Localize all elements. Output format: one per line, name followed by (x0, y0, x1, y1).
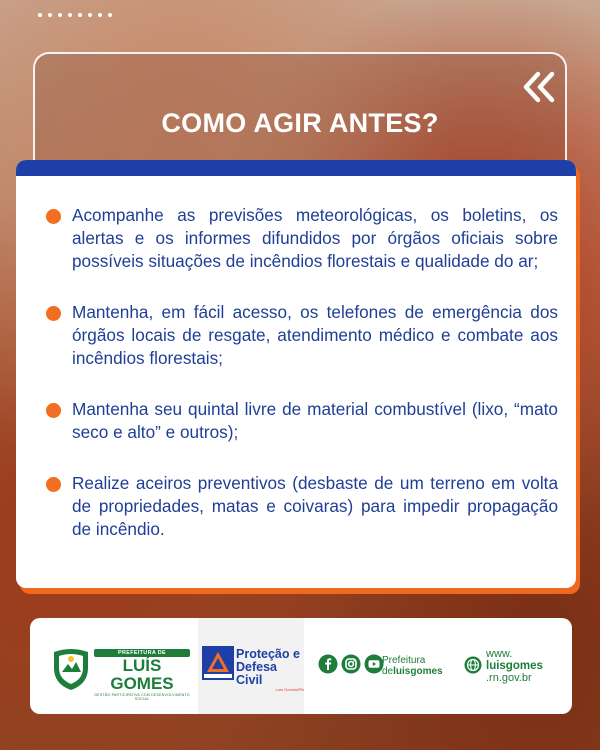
facebook-icon[interactable] (318, 654, 338, 674)
list-item (46, 472, 558, 541)
bullet-dot-icon (46, 477, 61, 492)
decorative-dots (38, 13, 112, 17)
list-item-text: Mantenha, em fácil acesso, os telefones de emergência dos órgãos locais de resgate, atendimento médico e combate aos incêndios florestais; (72, 302, 558, 368)
defesa-civil-text: Proteção e Defesa Civil Luís Gomes/RN (236, 647, 304, 692)
double-chevron-left-icon (520, 70, 560, 104)
website-link[interactable]: www. luisgomes .rn.gov.br (486, 648, 543, 684)
prefeitura-name: LUÍS GOMES (110, 656, 174, 693)
social-icons (318, 654, 384, 674)
prefeitura-badge: PREFEITURA DE (94, 649, 190, 657)
bullet-dot-icon (46, 306, 61, 321)
defesa-civil-block (198, 618, 304, 714)
content-card (16, 160, 576, 588)
social-handle[interactable]: Prefeitura deluisgomes (382, 655, 443, 677)
youtube-icon[interactable] (364, 654, 384, 674)
list-item (46, 301, 558, 370)
footer-banner (30, 618, 572, 714)
list-item (46, 398, 558, 444)
page-title: COMO AGIR ANTES? (161, 108, 439, 138)
instagram-icon[interactable] (341, 654, 361, 674)
card-top-bar (16, 160, 576, 176)
list-item-text: Mantenha seu quintal livre de material combustível (lixo, “mato seco e alto” e outros); (72, 399, 558, 442)
prefeitura-shield-logo-icon (50, 646, 92, 692)
tips-list (46, 204, 558, 569)
globe-icon (464, 656, 482, 674)
prefeitura-brand (94, 649, 190, 701)
prefeitura-subtitle: GESTÃO PARTICIPATIVA COM DESENVOLVIMENTO SOCIAL (94, 693, 190, 701)
bullet-dot-icon (46, 403, 61, 418)
bullet-dot-icon (46, 209, 61, 224)
defesa-civil-emblem-icon (202, 646, 234, 680)
list-item-text: Acompanhe as previsões meteorológicas, os boletins, os alertas e os informes difundidos por órgãos oficiais sobre possíveis situações de incêndios florestais e qualidade do ar; (72, 205, 558, 271)
list-item-text: Realize aceiros preventivos (desbaste de um terreno em volta de propriedades, matas e coivaras) para impedir propagação de incêndio. (72, 473, 558, 539)
list-item (46, 204, 558, 273)
